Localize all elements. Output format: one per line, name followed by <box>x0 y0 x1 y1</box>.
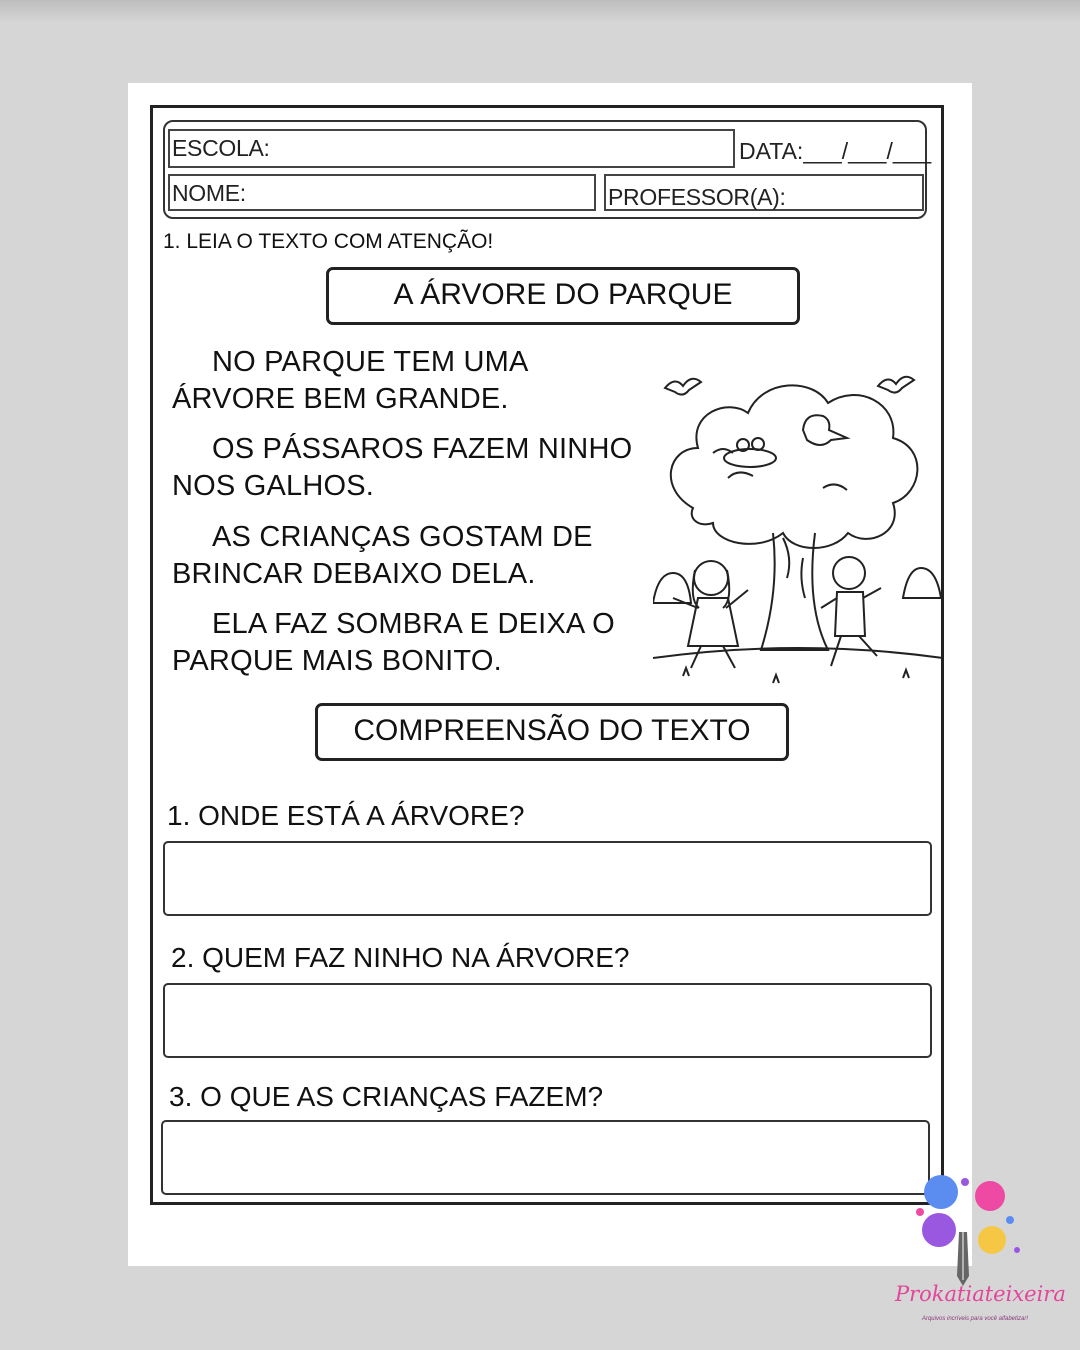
tree-children-illustration <box>653 358 943 693</box>
story-line: ELA FAZ SOMBRA E DEIXA O <box>212 608 615 640</box>
story-line: OS PÁSSAROS FAZEM NINHO <box>212 433 633 465</box>
header-box <box>163 120 932 219</box>
brand-logo <box>895 1172 1066 1332</box>
story-line: ÁRVORE BEM GRANDE. <box>172 383 509 415</box>
flying-bird-icon <box>878 377 914 393</box>
story-paragraph <box>172 606 672 680</box>
question-3: 3. O QUE AS CRIANÇAS FAZEM? <box>169 1081 604 1112</box>
escola-field[interactable] <box>168 129 735 168</box>
story-line: AS CRIANÇAS GOSTAM DE <box>212 521 593 553</box>
escola-label: ESCOLA: <box>172 135 270 161</box>
nest-icon <box>724 449 776 467</box>
answer-box-2[interactable] <box>163 983 932 1058</box>
logo-tagline: Arquivos incríveis para você alfabetizar! <box>921 1316 1029 1322</box>
story-paragraph <box>172 519 672 593</box>
story-line: NOS GALHOS. <box>172 470 375 502</box>
story-line: PARQUE MAIS BONITO. <box>172 645 502 677</box>
boy-icon <box>833 557 865 589</box>
instruction-text: 1. LEIA O TEXTO COM ATENÇÃO! <box>163 230 494 253</box>
bird-icon <box>803 415 847 445</box>
story-paragraph <box>172 344 672 418</box>
question-1: 1. ONDE ESTÁ A ÁRVORE? <box>167 800 525 831</box>
tree-trunk <box>761 533 828 650</box>
comprehension-title-box <box>315 703 789 761</box>
story-line: BRINCAR DEBAIXO DELA. <box>172 558 536 590</box>
answer-box-3[interactable] <box>161 1120 930 1195</box>
nome-label: NOME: <box>172 180 246 206</box>
nome-field[interactable] <box>168 174 596 211</box>
flying-bird-icon <box>665 379 701 395</box>
data-field[interactable]: DATA:___/___/___ <box>739 138 932 164</box>
story-line: NO PARQUE TEM UMA <box>212 346 529 378</box>
professor-label: PROFESSOR(A): <box>608 184 786 210</box>
answer-box-1[interactable] <box>163 841 932 916</box>
comprehension-title: COMPREENSÃO DO TEXTO <box>353 714 751 747</box>
worksheet-frame <box>150 105 944 1205</box>
logo-dots-icon <box>895 1172 1055 1287</box>
worksheet-page <box>128 83 972 1266</box>
story-title: A ÁRVORE DO PARQUE <box>393 278 733 311</box>
girl-icon <box>694 561 728 595</box>
bush-icon <box>903 568 941 598</box>
question-2: 2. QUEM FAZ NINHO NA ÁRVORE? <box>171 942 630 973</box>
tree-crown <box>671 385 918 548</box>
story-paragraph <box>172 431 672 505</box>
logo-wordmark: Prokatiateixeira <box>895 1282 1066 1306</box>
story-title-box <box>326 267 800 325</box>
professor-field[interactable] <box>604 174 924 211</box>
bush-icon <box>653 573 691 603</box>
top-shadow-bar <box>0 0 1080 22</box>
